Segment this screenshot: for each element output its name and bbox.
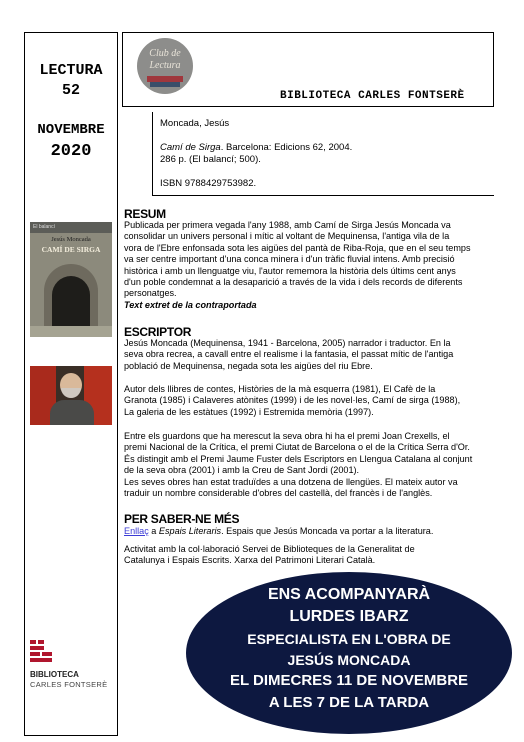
link-connector: a — [148, 526, 159, 536]
resum-heading: RESUM — [124, 207, 166, 221]
library-logo-line2: CARLES FONTSERÈ — [30, 680, 108, 689]
awards-line: traduir un nombre considerable d'obres del castellà, del francès i de l'anglès. — [124, 488, 433, 499]
mes-link-line — [124, 526, 492, 537]
catalog-title-line — [160, 142, 352, 154]
catalog-publication: . Barcelona: Edicions 62, 2004. — [220, 142, 353, 153]
mes-heading: PER SABER-NE MÉS — [124, 512, 240, 526]
awards-line: premi Nacional de la Crítica, el premi Ciutat de Barcelona o el de la Crítica Serra d'Or. — [124, 442, 470, 453]
library-logo-line1: BIBLIOTECA — [30, 670, 79, 679]
event-line: ENS ACOMPANYARÀ — [267, 586, 431, 603]
lectura-number: 52 — [61, 82, 80, 99]
event-announcement — [186, 572, 512, 734]
resum-line: va ser centre important d'una conca minera i d'un tràfic fluvial intens. Amb precisió — [124, 254, 455, 265]
author-photo — [30, 366, 112, 425]
event-guest: LURDES IBARZ — [289, 608, 409, 625]
enllac-link[interactable]: Enllaç — [124, 526, 149, 536]
catalog-title: Camí de Sirga — [160, 142, 221, 153]
works-line: Granota (1985) i Calaveres atònites (1999) i de les novel·les, Camí de sirga (1988), — [124, 395, 461, 406]
awards-line: de la seva obra (2001) i amb la Creu de Sant Jordi (2001). — [124, 465, 360, 476]
awards-line: És distingit amb el Premi Jaume Fuster dels Escriptors en Llengua Catalana al conjunt — [124, 453, 473, 464]
club-logo-text: Club de Lectura — [149, 48, 181, 71]
event-date: EL DIMECRES 11 DE NOVEMBRE — [229, 672, 469, 689]
escriptor-heading: ESCRIPTOR — [124, 325, 192, 339]
catalog-author: Moncada, Jesús — [160, 118, 230, 129]
resum-source: Text extret de la contraportada — [124, 299, 257, 310]
library-logo — [30, 640, 60, 669]
book-cover-title: CAMÍ DE SIRGA — [41, 245, 101, 254]
library-logo-icon — [30, 640, 60, 664]
resum-line: vora de l'Ebre enfonsada sota les aigües del pantà de Riba-Roja, que en el seu temps — [124, 242, 471, 253]
library-name: BIBLIOTECA CARLES FONTSERÈ — [280, 90, 465, 102]
resum-line: d'un poble condemnat a la desaparició a través de la vida i dels records de diferents — [124, 277, 463, 288]
resum-text — [124, 220, 492, 311]
book-cover-image — [30, 222, 112, 337]
resum-line: consolidar un univers personal i mític al voltant de Mequinensa, l'antiga vila de la — [124, 231, 450, 242]
catalog-isbn: ISBN 9788429753982. — [160, 178, 257, 189]
club-logo — [137, 38, 193, 94]
book-cover-author: Jesús Moncada — [51, 236, 91, 243]
link-description: . Espais que Jesús Moncada va portar a la literatura. — [221, 526, 434, 536]
bio-line: seva obra recrea, a cavall entre el realisme i la fantasia, el passat mític de l'antiga — [124, 349, 454, 360]
year-label: 2020 — [50, 142, 92, 161]
resum-line: Publicada per primera vegada l'any 1988, amb Camí de Sirga Jesús Moncada va — [124, 220, 451, 230]
works-line: La galeria de les estàtues (1992) i Estremida memòria (1997). — [124, 406, 374, 417]
resum-line: històrica i amb un llenguatge viu, l'autor rememora la història dels últims cent anys — [124, 265, 456, 276]
catalog-pages: 286 p. (El balancí; 500). — [160, 154, 261, 165]
activity-line: Activitat amb la col·laboració Servei de Biblioteques de la Generalitat de — [124, 544, 415, 554]
event-line: ESPECIALISTA EN L'OBRA DE — [247, 631, 451, 647]
lectura-label: LECTURA — [39, 62, 103, 79]
link-target: Espais Literaris — [158, 526, 222, 536]
awards-line: Entre els guardons que ha merescut la seva obra hi ha el premi Joan Crexells, el — [124, 431, 450, 441]
resum-line: personatges. — [124, 288, 177, 299]
book-cover-series: El balancí — [30, 222, 112, 233]
escriptor-works — [124, 384, 492, 418]
awards-line: Les seves obres han estat traduïdes a una dotzena de llengües. El mateix autor va — [124, 476, 458, 487]
event-line: JESÚS MONCADA — [287, 652, 411, 668]
works-line: Autor dels llibres de contes, Històries de la mà esquerra (1981), El Cafè de la — [124, 384, 436, 394]
month-label: NOVEMBRE — [37, 122, 105, 138]
bio-line: Jesús Moncada (Mequinensa, 1941 - Barcelona, 2005) narrador i traductor. En la — [124, 338, 451, 348]
mes-activity — [124, 544, 492, 567]
escriptor-awards — [124, 431, 492, 499]
bio-line: població de Mequinensa, negada sota les aigües del riu Ebre. — [124, 360, 373, 371]
activity-line: Catalunya i Espais Escrits. Xarxa del Patrimoni Literari Català. — [124, 555, 376, 566]
event-time: A LES 7 DE LA TARDA — [268, 694, 430, 711]
escriptor-bio — [124, 338, 492, 372]
